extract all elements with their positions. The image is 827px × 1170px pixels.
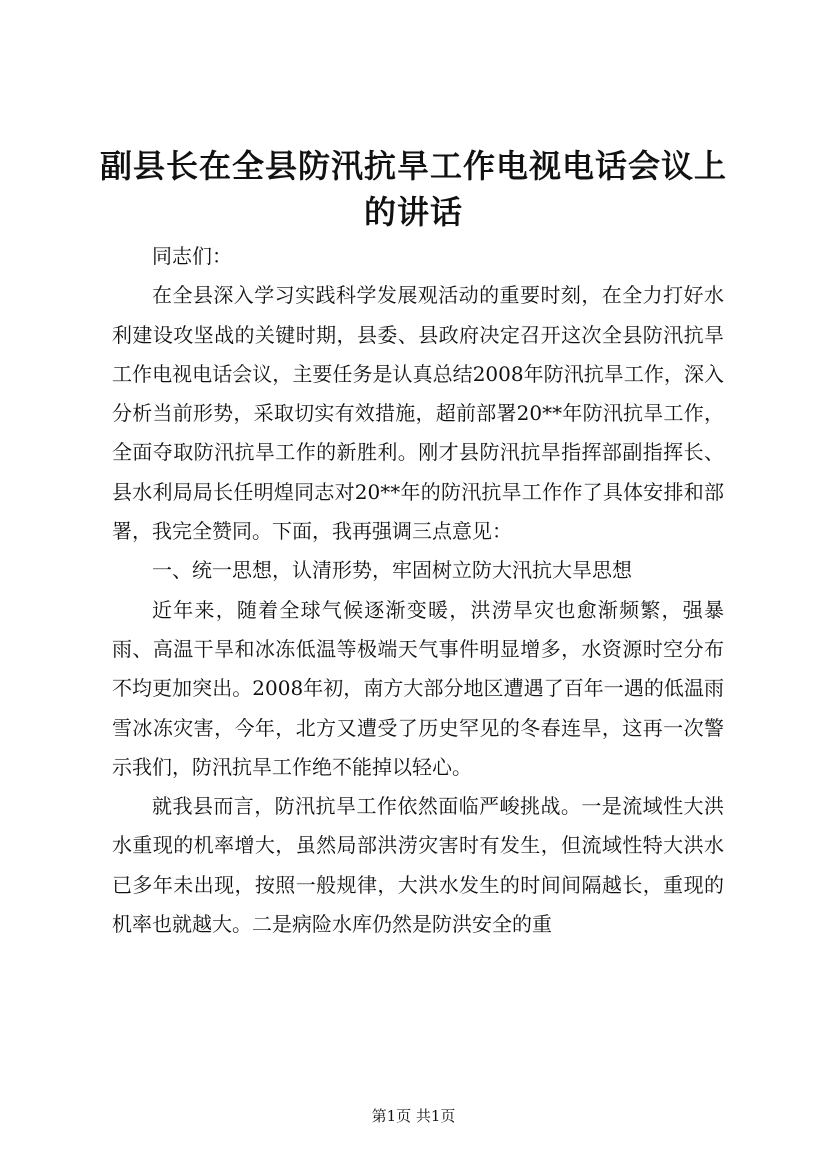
greeting: 同志们：: [152, 244, 232, 268]
section-heading-1: 一、统一思想，认清形势，牢固树立防大汛抗大旱思想: [152, 558, 632, 583]
document-title: 副县长在全县防汛抗旱工作电视电话会议上的讲话: [100, 147, 728, 231]
paragraph-climate: 近年来，随着全球气候逐渐变暖，洪涝旱灾也愈渐频繁，强暴雨、高温干旱和冰冻低温等极端天气事件明显增多，水资源时空分布不均更加突出。2008年初，南方大部分地区遭遇了百年一遇的低温雨雪冰冻灾害，今年，北方又遭受了历史罕见的冬春连旱，这再一次警示我们，防汛抗旱工作绝不能掉以轻心。: [112, 597, 724, 779]
page-footer: 第1页 共1页: [371, 1107, 456, 1125]
document-body: [112, 237, 724, 944]
paragraph-intro: 在全县深入学习实践科学发展观活动的重要时刻，在全力打好水利建设攻坚战的关键时期，县委、县政府决定召开这次全县防汛抗旱工作电视电话会议，主要任务是认真总结2008年防汛抗旱工作，深入分析当前形势，采取切实有效措施，超前部署20**年防汛抗旱工作，全面夺取防汛抗旱工作的新胜利。刚才县防汛抗旱指挥部副指挥长、县水利局局长任明煌同志对20**年的防汛抗旱工作作了具体安排和部署，我完全赞同。下面，我再强调三点意见：: [112, 283, 724, 544]
paragraph-county: 就我县而言，防汛抗旱工作依然面临严峻挑战。一是流域性大洪水重现的机率增大，虽然局部洪涝灾害时有发生，但流域性特大洪水已多年未出现，按照一般规律，大洪水发生的时间间隔越长，重现的机率也就越大。二是病险水库仍然是防洪安全的重: [112, 794, 724, 937]
